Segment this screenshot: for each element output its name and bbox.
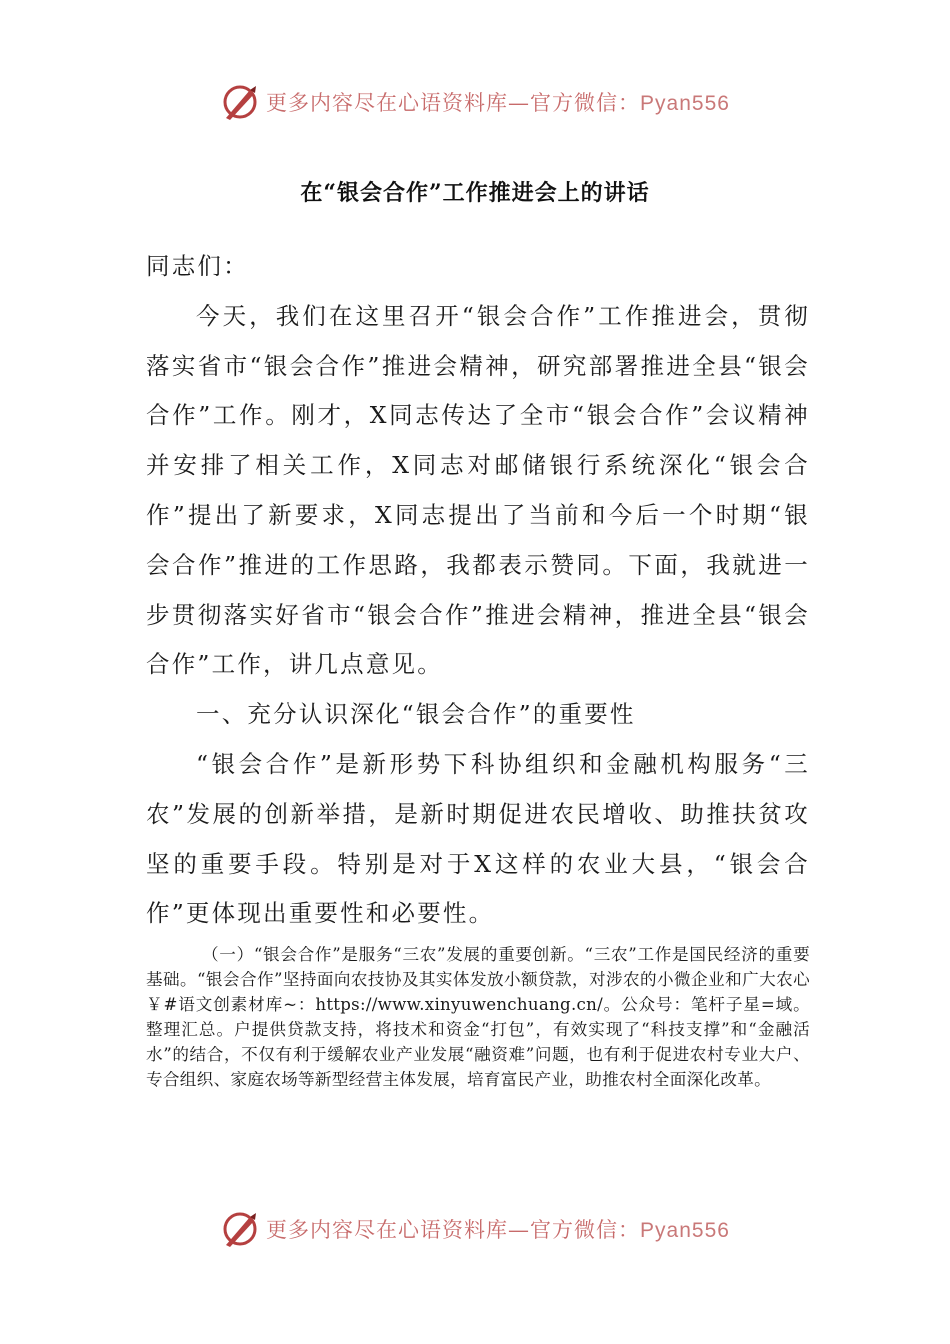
- pen-logo-icon: [220, 1209, 260, 1249]
- banner-text: [266, 87, 730, 117]
- banner-handle: Pyan556: [640, 1219, 730, 1242]
- footer-banner: [0, 1207, 950, 1251]
- salutation: 同志们：: [146, 252, 249, 280]
- header-banner: [0, 80, 950, 124]
- banner-handle: Pyan556: [640, 92, 730, 115]
- pen-logo-icon: [220, 82, 260, 122]
- paragraph-subsection-1: （一）“银会合作”是服务“三农”发展的重要创新。“三农”工作是国民经济的重要基础。“银会合作”坚持面向农技协及其实体发放小额贷款，对涉农的小微企业和广大农心￥#语文创素材库~：https://www.xinyuwenchuang.cn/。公众号：笔杆子星=域。整理汇总。户提供贷款支持，将技术和资金“打包”，有效实现了“科技支撑”和“金融活水”的结合，不仅有利于缓解农业产业发展“融资难”问题，也有利于促进农村专业大户、专合组织、家庭农场等新型经营主体发展，培育富民产业，助推农村全面深化改革。: [146, 945, 810, 1089]
- document-title: 在“银会合作”工作推进会上的讲话: [300, 180, 650, 206]
- paragraph-importance: “银会合作”是新形势下科协组织和金融机构服务“三农”发展的创新举措，是新时期促进农民增收、助推扶贫攻坚的重要手段。特别是对于X这样的农业大县，“银会合作”更体现出重要性和必要性。: [146, 749, 810, 928]
- document-body: [146, 242, 810, 939]
- banner-slogan: 更多内容尽在心语资料库—官方微信：: [266, 91, 641, 115]
- paragraph-opening: 今天，我们在这里召开“银会合作”工作推进会，贯彻落实省市“银会合作”推进会精神，研究部署推进全县“银会合作”工作。刚才，X同志传达了全市“银会合作”会议精神并安排了相关工作，X同志对邮储银行系统深化“银会合作”提出了新要求，X同志提出了当前和今后一个时期“银会合作”推进的工作思路，我都表示赞同。下面，我就进一步贯彻落实好省市“银会合作”推进会精神，推进全县“银会合作”工作，讲几点意见。: [146, 301, 810, 679]
- banner-text: [266, 1214, 730, 1244]
- banner-slogan: 更多内容尽在心语资料库—官方微信：: [266, 1218, 641, 1242]
- section-heading: 一、充分认识深化“银会合作”的重要性: [196, 700, 636, 729]
